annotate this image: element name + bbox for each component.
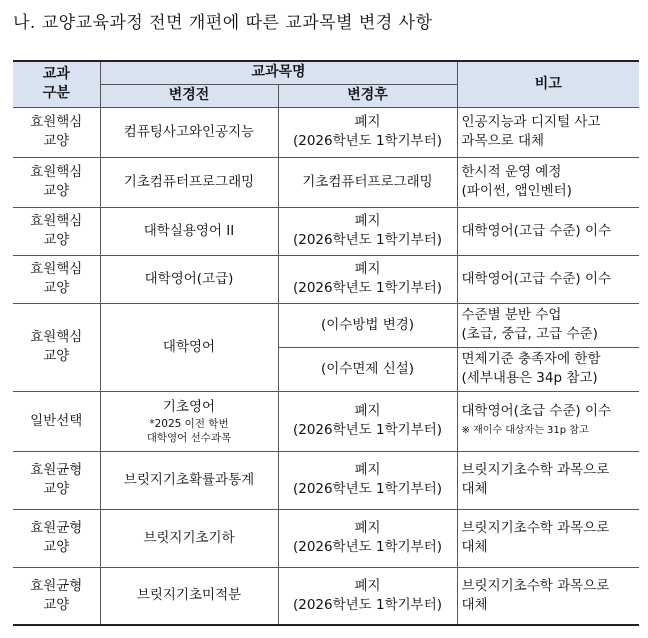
category-cell: 효원균형 교양 bbox=[13, 451, 100, 509]
table-row bbox=[13, 255, 639, 303]
category-cell: 효원핵심 교양 bbox=[13, 157, 100, 207]
remarks-header: 비고 bbox=[457, 61, 639, 107]
before-cell: 기초영어 *2025 이전 학번 대학영어 선수과목 bbox=[100, 391, 278, 451]
remarks-cell: 한시적 운영 예정 (파이썬, 앱인벤터) bbox=[457, 157, 639, 207]
before-cell: 브릿지기초기하 bbox=[100, 509, 278, 567]
category-header: 교과 구분 bbox=[13, 61, 100, 107]
before-header: 변경전 bbox=[100, 84, 278, 107]
table-row bbox=[13, 107, 639, 157]
remarks-cell: 브릿지기초수학 과목으로 대체 bbox=[457, 509, 639, 567]
table-row bbox=[13, 509, 639, 567]
category-cell: 효원균형 교양 bbox=[13, 509, 100, 567]
remarks-cell: 인공지능과 디지털 사고 과목으로 대체 bbox=[457, 107, 639, 157]
category-cell: 효원핵심 교양 bbox=[13, 107, 100, 157]
after-cell: (이수면제 신설) bbox=[278, 347, 457, 391]
after-cell: 폐지 (2026학년도 1학기부터) bbox=[278, 255, 457, 303]
after-cell: 폐지 (2026학년도 1학기부터) bbox=[278, 509, 457, 567]
after-cell: (이수방법 변경) bbox=[278, 303, 457, 347]
category-cell: 일반선택 bbox=[13, 391, 100, 451]
after-cell: 폐지 (2026학년도 1학기부터) bbox=[278, 107, 457, 157]
before-cell: 컴퓨팅사고와인공지능 bbox=[100, 107, 278, 157]
remarks-cell: 대학영어(고급 수준) 이수 bbox=[457, 255, 639, 303]
course-change-table bbox=[13, 60, 639, 626]
remarks-cell: 면제기준 충족자에 한함 (세부내용은 34p 참고) bbox=[457, 347, 639, 391]
after-cell: 폐지 (2026학년도 1학기부터) bbox=[278, 567, 457, 625]
table-row bbox=[13, 207, 639, 255]
after-cell: 폐지 (2026학년도 1학기부터) bbox=[278, 391, 457, 451]
page-title: 나. 교양교육과정 전면 개편에 따른 교과목별 변경 사항 bbox=[13, 13, 433, 33]
table-row bbox=[13, 391, 639, 451]
before-cell: 브릿지기초미적분 bbox=[100, 567, 278, 625]
category-cell: 효원균형 교양 bbox=[13, 567, 100, 625]
category-cell: 효원핵심 교양 bbox=[13, 303, 100, 391]
before-cell: 브릿지기초확률과통계 bbox=[100, 451, 278, 509]
category-cell: 효원핵심 교양 bbox=[13, 255, 100, 303]
table-row bbox=[13, 451, 639, 509]
remarks-cell: 브릿지기초수학 과목으로 대체 bbox=[457, 567, 639, 625]
before-cell: 대학영어 bbox=[100, 303, 278, 391]
remarks-cell: 대학영어(초급 수준) 이수 ※ 재이수 대상자는 31p 참고 bbox=[457, 391, 639, 451]
table-row bbox=[13, 157, 639, 207]
table-row bbox=[13, 567, 639, 625]
after-header: 변경후 bbox=[278, 84, 457, 107]
before-cell: 기초컴퓨터프로그래밍 bbox=[100, 157, 278, 207]
remarks-cell: 브릿지기초수학 과목으로 대체 bbox=[457, 451, 639, 509]
table-row bbox=[13, 303, 639, 347]
before-cell: 대학영어(고급) bbox=[100, 255, 278, 303]
remarks-cell: 대학영어(고급 수준) 이수 bbox=[457, 207, 639, 255]
after-cell: 폐지 (2026학년도 1학기부터) bbox=[278, 451, 457, 509]
before-cell: 대학실용영어 II bbox=[100, 207, 278, 255]
after-cell: 기초컴퓨터프로그래밍 bbox=[278, 157, 457, 207]
course-name-header: 교과목명 bbox=[100, 61, 457, 84]
category-cell: 효원핵심 교양 bbox=[13, 207, 100, 255]
after-cell: 폐지 (2026학년도 1학기부터) bbox=[278, 207, 457, 255]
remarks-cell: 수준별 분반 수업 (초급, 중급, 고급 수준) bbox=[457, 303, 639, 347]
